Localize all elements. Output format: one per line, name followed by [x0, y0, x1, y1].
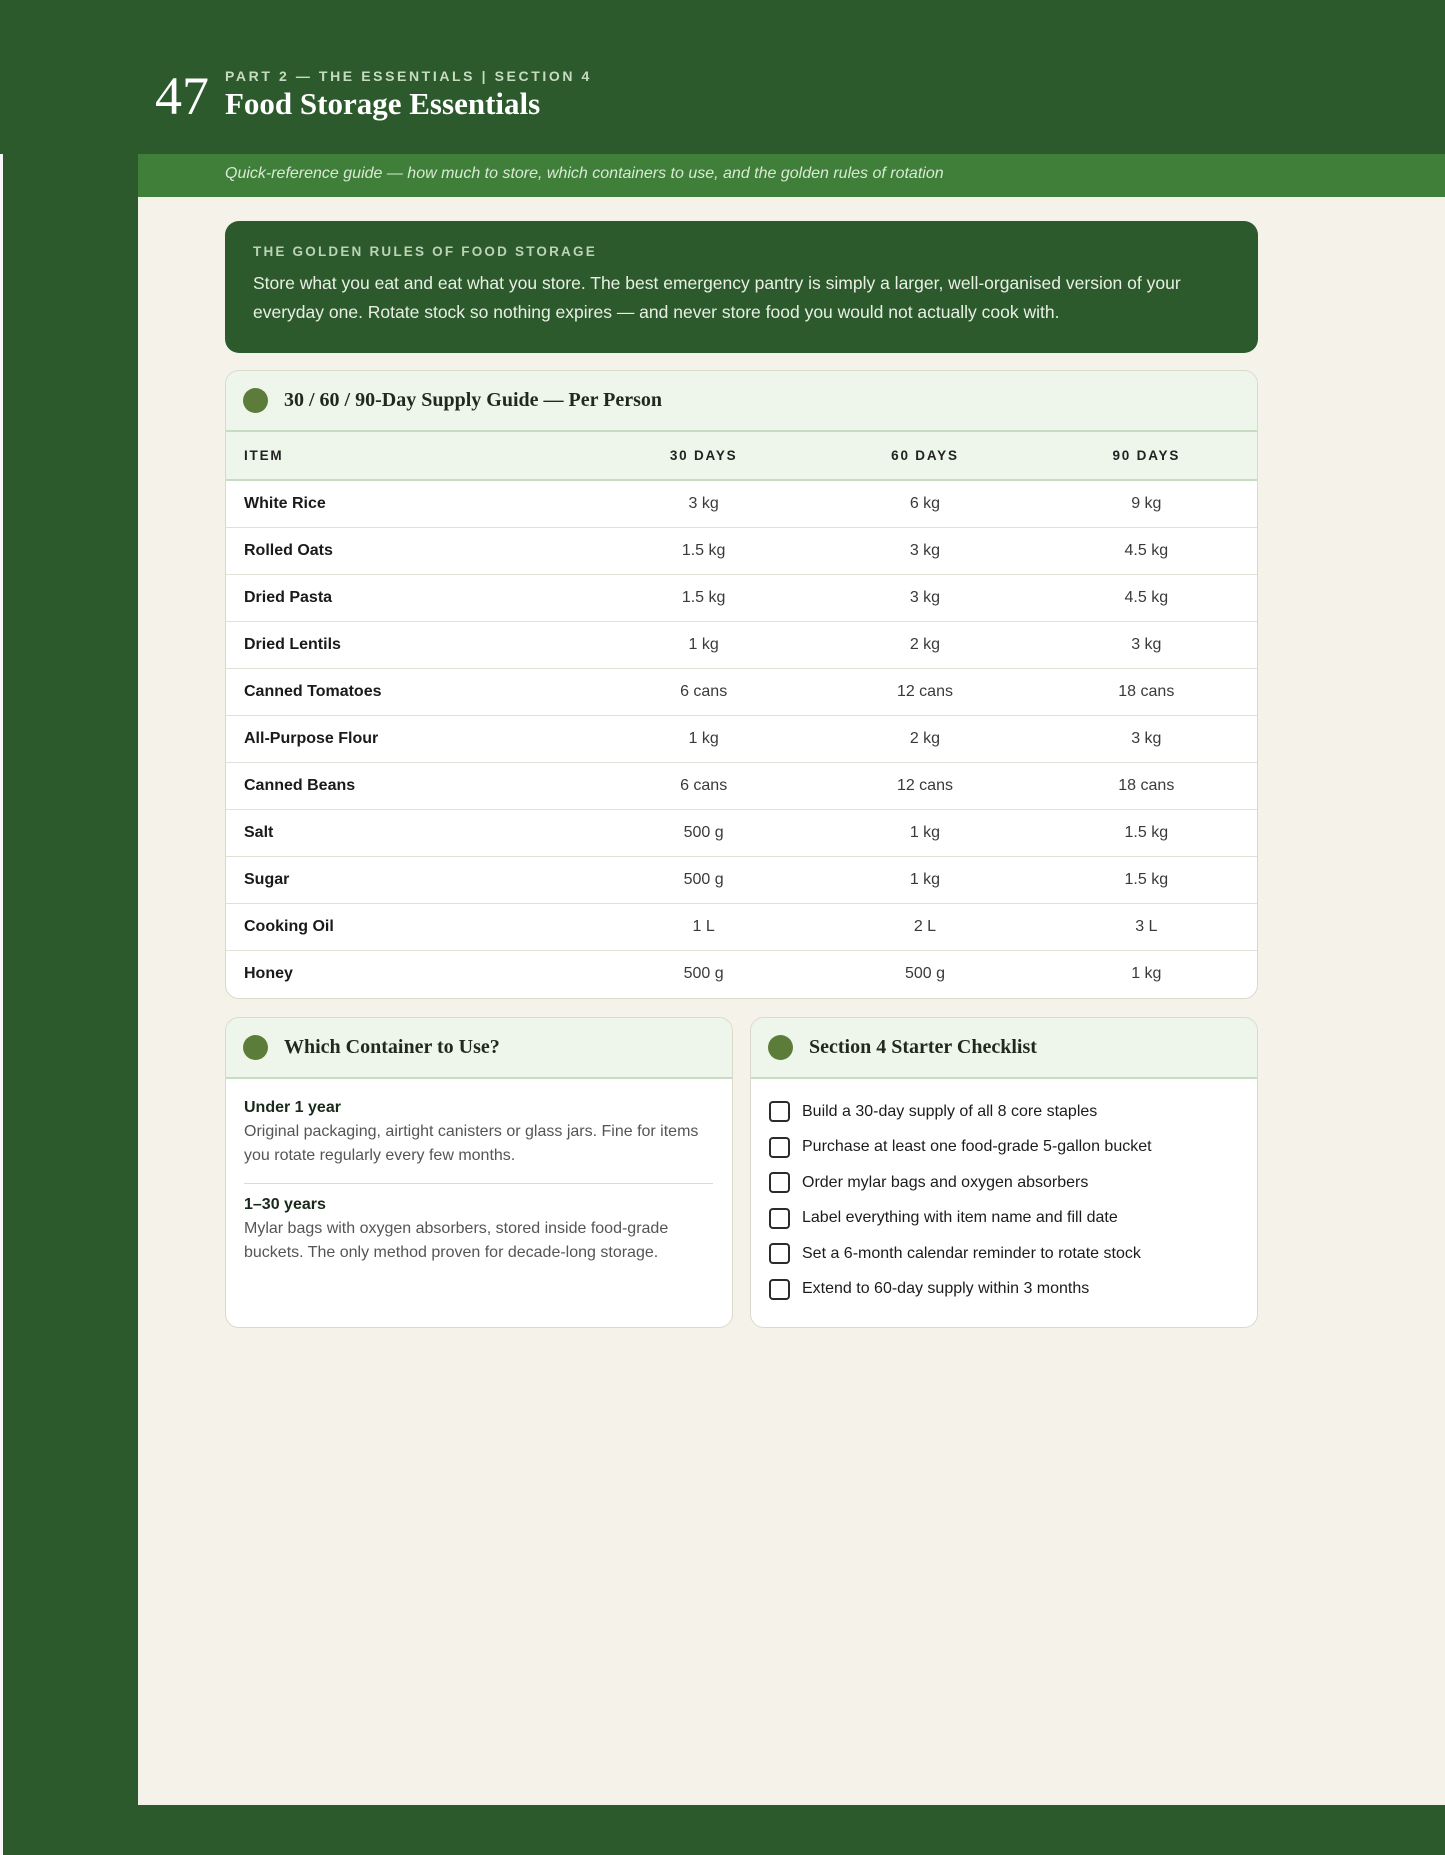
quantity-cell: 1.5 kg [1036, 809, 1257, 856]
checkbox-icon[interactable] [769, 1208, 790, 1229]
quantity-cell: 1 L [593, 903, 814, 950]
quantity-cell: 3 kg [688, 494, 719, 512]
table-row [226, 762, 1257, 809]
page-edge [0, 154, 3, 1855]
quantity-cell: 3 kg [814, 527, 1035, 574]
supply-guide-header [226, 371, 1257, 432]
quantity-cell: 500 g [593, 950, 814, 997]
item-name-cell: Honey [226, 950, 593, 997]
golden-rules-label: THE GOLDEN RULES OF FOOD STORAGE [253, 244, 597, 259]
table-row [226, 715, 1257, 762]
quantity-cell: 1.5 kg [1036, 856, 1257, 903]
bullet-dot-icon [768, 1035, 793, 1060]
checklist-item-label: Order mylar bags and oxygen absorbers [802, 1173, 1089, 1191]
checklist-item[interactable] [769, 1201, 1257, 1237]
table-row [226, 903, 1257, 950]
checklist-item[interactable] [769, 1094, 1257, 1130]
supply-guide-card [225, 370, 1258, 999]
checkbox-icon[interactable] [769, 1137, 790, 1158]
quantity-cell: 3 kg [1036, 715, 1257, 762]
column-header-30-days: 30 DAYS [593, 432, 814, 480]
checklist-item[interactable] [769, 1130, 1257, 1166]
quantity-cell: 1.5 kg [593, 574, 814, 621]
page-number: 47 [155, 66, 209, 126]
section-eyebrow: PART 2 — THE ESSENTIALS | SECTION 4 [225, 68, 592, 84]
item-name-cell: Sugar [226, 856, 593, 903]
item-name-cell: All-Purpose Flour [226, 715, 593, 762]
container-entry [244, 1096, 713, 1168]
quantity-cell: 1 kg [814, 856, 1035, 903]
item-name-cell: Salt [226, 809, 593, 856]
checkbox-icon[interactable] [769, 1243, 790, 1264]
item-name-cell: Dried Pasta [226, 574, 593, 621]
quantity-cell: 3 L [1036, 903, 1257, 950]
container-guide-header [226, 1018, 732, 1079]
starter-checklist-card [750, 1017, 1258, 1328]
container-description: Original packaging, airtight canisters or glass jars. Fine for items you rotate regularly every few months. [244, 1123, 699, 1164]
supply-guide-title: 30 / 60 / 90-Day Supply Guide — Per Person [284, 389, 662, 411]
checklist-header [751, 1018, 1257, 1079]
column-header-90-days: 90 DAYS [1036, 432, 1257, 480]
quantity-cell: 18 cans [1036, 762, 1257, 809]
page-title: Food Storage Essentials [225, 86, 541, 121]
column-header-60-days: 60 DAYS [814, 432, 1035, 480]
checkbox-icon[interactable] [769, 1172, 790, 1193]
container-description: Mylar bags with oxygen absorbers, stored inside food-grade buckets. The only method proven for decade-long storage. [244, 1220, 669, 1261]
page-header [0, 0, 1445, 154]
checklist-title: Section 4 Starter Checklist [809, 1036, 1037, 1058]
item-name-cell: White Rice [244, 494, 326, 512]
container-guide-body [226, 1079, 732, 1265]
quantity-cell: 18 cans [1036, 668, 1257, 715]
quantity-cell: 12 cans [814, 762, 1035, 809]
subtitle-bar [138, 154, 1445, 197]
golden-rules-callout [225, 221, 1258, 353]
quantity-cell: 6 kg [909, 494, 941, 512]
checklist-item-label: Set a 6-month calendar reminder to rotate stock [802, 1244, 1141, 1262]
table-row [226, 621, 1257, 668]
bullet-dot-icon [243, 388, 268, 413]
quantity-cell: 6 cans [593, 762, 814, 809]
table-row [226, 527, 1257, 574]
table-row [226, 809, 1257, 856]
checkbox-icon[interactable] [769, 1279, 790, 1300]
checklist-item-label: Label everything with item name and fill date [802, 1209, 1118, 1227]
quantity-cell: 1 kg [814, 809, 1035, 856]
quantity-cell: 500 g [593, 856, 814, 903]
quantity-cell: 2 kg [814, 715, 1035, 762]
quantity-cell: 3 kg [814, 574, 1035, 621]
item-name-cell: Dried Lentils [226, 621, 593, 668]
checklist-item[interactable] [769, 1165, 1257, 1201]
quantity-cell: 1 kg [593, 621, 814, 668]
quantity-cell: 4.5 kg [1036, 527, 1257, 574]
quantity-cell: 1 kg [593, 715, 814, 762]
quantity-cell: 3 kg [1036, 621, 1257, 668]
item-name-cell: Cooking Oil [226, 903, 593, 950]
checkbox-icon[interactable] [769, 1101, 790, 1122]
item-name-cell: Canned Tomatoes [226, 668, 593, 715]
supply-table [226, 432, 1257, 997]
container-term: Under 1 year [244, 1099, 341, 1116]
quantity-cell: 500 g [593, 809, 814, 856]
table-row [226, 856, 1257, 903]
checklist-item-label: Purchase at least one food-grade 5-gallon bucket [802, 1138, 1152, 1156]
checklist-item-label: Extend to 60-day supply within 3 months [802, 1280, 1090, 1298]
quantity-cell: 4.5 kg [1036, 574, 1257, 621]
golden-rules-text: Store what you eat and eat what you store. The best emergency pantry is simply a larger, well-organised version of your everyday one. Rotate stock so nothing expires — and never store food you would not actually cook with. [253, 273, 1181, 322]
bullet-dot-icon [243, 1035, 268, 1060]
checklist-items [751, 1079, 1257, 1307]
checklist-item[interactable] [769, 1272, 1257, 1308]
container-guide-title: Which Container to Use? [284, 1036, 500, 1058]
item-name-cell: Canned Beans [226, 762, 593, 809]
quantity-cell: 6 cans [593, 668, 814, 715]
quantity-cell: 9 kg [1131, 494, 1162, 512]
quantity-cell: 1 kg [1036, 950, 1257, 997]
column-header-item: ITEM [226, 432, 593, 480]
checklist-item[interactable] [769, 1236, 1257, 1272]
item-name-cell: Rolled Oats [226, 527, 593, 574]
table-row [226, 950, 1257, 997]
table-header-row [226, 432, 1257, 480]
container-guide-card [225, 1017, 733, 1328]
table-row [226, 480, 1257, 527]
quantity-cell: 12 cans [814, 668, 1035, 715]
quantity-cell: 2 kg [814, 621, 1035, 668]
quantity-cell: 2 L [814, 903, 1035, 950]
table-row [226, 574, 1257, 621]
checklist-item-label: Build a 30-day supply of all 8 core staples [802, 1102, 1098, 1120]
page-subtitle: Quick-reference guide — how much to store, which containers to use, and the golden rules of rotation [225, 165, 944, 182]
quantity-cell: 1.5 kg [593, 527, 814, 574]
container-entry [244, 1183, 713, 1265]
quantity-cell: 500 g [814, 950, 1035, 997]
container-term: 1–30 years [244, 1196, 326, 1213]
table-row [226, 668, 1257, 715]
